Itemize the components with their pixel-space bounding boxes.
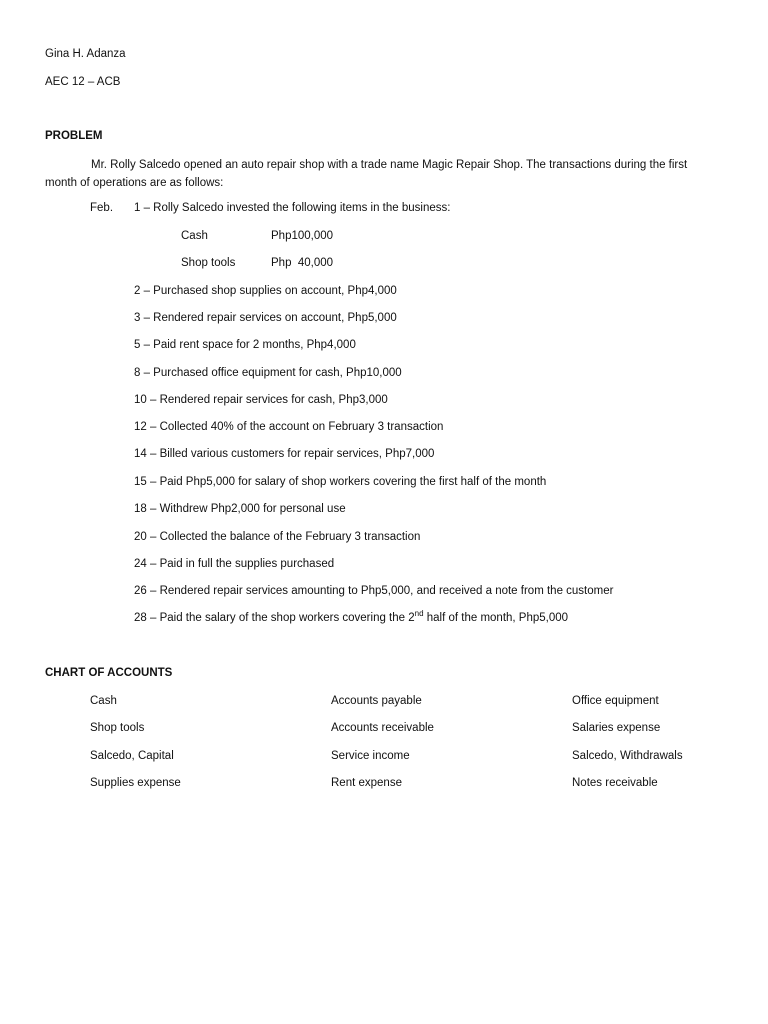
transaction-item — [134, 611, 568, 625]
transaction-text: half of the month, Php5,000 — [423, 612, 569, 624]
investment-amount: Php 40,000 — [271, 257, 334, 269]
chart-of-accounts-heading: CHART OF ACCOUNTS — [45, 667, 173, 679]
author-name: Gina H. Adanza — [45, 48, 126, 60]
account-name: Office equipment — [572, 695, 659, 707]
account-name: Salcedo, Capital — [90, 750, 174, 762]
problem-intro-text: Mr. Rolly Salcedo opened an auto repair shop with a trade name Magic Repair Shop. The transactions during the first month of operations are as follows: — [45, 159, 688, 189]
account-name: Cash — [90, 695, 117, 707]
transaction-item: 12 – Collected 40% of the account on February 3 transaction — [134, 421, 444, 433]
transaction-item: 24 – Paid in full the supplies purchased — [134, 558, 335, 570]
account-name: Accounts payable — [331, 695, 422, 707]
account-name: Accounts receivable — [331, 722, 434, 734]
transaction-item: 15 – Paid Php5,000 for salary of shop workers covering the first half of the month — [134, 476, 547, 488]
account-name: Shop tools — [90, 722, 145, 734]
transaction-item: 1 – Rolly Salcedo invested the following items in the business: — [134, 202, 451, 214]
investment-item: Shop tools — [181, 257, 236, 269]
transaction-item: 8 – Purchased office equipment for cash, Php10,000 — [134, 367, 402, 379]
ordinal-superscript: nd — [414, 609, 424, 619]
course-code: AEC 12 – ACB — [45, 76, 121, 88]
investment-amount: Php100,000 — [271, 230, 334, 242]
account-name: Rent expense — [331, 777, 402, 789]
transaction-item: 20 – Collected the balance of the February 3 transaction — [134, 531, 421, 543]
problem-heading: PROBLEM — [45, 130, 103, 142]
account-name: Service income — [331, 750, 410, 762]
account-name: Supplies expense — [90, 777, 181, 789]
month-label: Feb. — [90, 202, 114, 214]
investment-item: Cash — [181, 230, 208, 242]
transaction-item: 5 – Paid rent space for 2 months, Php4,000 — [134, 339, 356, 351]
problem-intro — [45, 156, 705, 192]
transaction-item: 26 – Rendered repair services amounting to Php5,000, and received a note from the customer — [134, 585, 614, 597]
transaction-item: 3 – Rendered repair services on account, Php5,000 — [134, 312, 397, 324]
transaction-item: 14 – Billed various customers for repair services, Php7,000 — [134, 448, 435, 460]
account-name: Salcedo, Withdrawals — [572, 750, 683, 762]
transaction-item: 2 – Purchased shop supplies on account, Php4,000 — [134, 285, 397, 297]
account-name: Notes receivable — [572, 777, 658, 789]
transaction-item: 10 – Rendered repair services for cash, Php3,000 — [134, 394, 388, 406]
transaction-item: 18 – Withdrew Php2,000 for personal use — [134, 503, 346, 515]
account-name: Salaries expense — [572, 722, 661, 734]
transaction-text: 28 – Paid the salary of the shop workers covering the 2 — [134, 612, 415, 624]
